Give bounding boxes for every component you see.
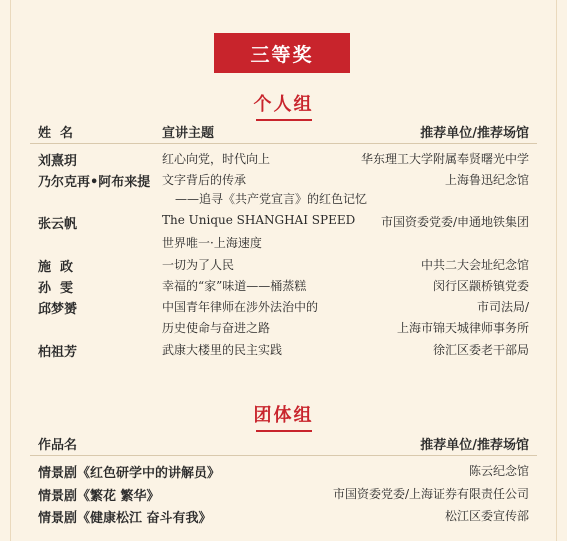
individual-group-title-text: 个人组 [253, 94, 314, 115]
table-row [0, 150, 567, 170]
row-topic: 红心向党，时代向上 [162, 152, 271, 166]
row-unit: 中共二大会址纪念馆 [420, 258, 529, 272]
row-topic: 幸福的“家”味道——桶蒸糕 [162, 279, 307, 293]
header-divider [30, 455, 537, 456]
row-unit: 上海鲁迅纪念馆 [444, 173, 529, 187]
title-underline [256, 430, 312, 432]
row-unit: 市国资委党委/申通地铁集团 [380, 215, 529, 229]
table-row [0, 298, 567, 318]
table-row [0, 213, 567, 233]
header-divider [30, 143, 537, 144]
row-topic: 文字背后的传承 [162, 173, 247, 187]
header-unit: 推荐单位/推荐场馆 [420, 438, 529, 453]
header-topic: 宣讲主题 [162, 126, 215, 141]
table-row [0, 485, 567, 505]
row-topic: The Unique SHANGHAI SPEED [162, 213, 356, 227]
row-name: 柏祖芳 [38, 345, 78, 360]
individual-group-title [0, 90, 567, 121]
row-work: 情景剧《健康松江 奋斗有我》 [38, 511, 212, 526]
table-row [0, 256, 567, 276]
row-name: 乃尔克再•阿布来提 [38, 175, 151, 190]
row-unit: 华东理工大学附属奉贤曙光中学 [360, 152, 529, 166]
row-work: 情景剧《繁花 繁华》 [38, 489, 160, 504]
header-work: 作品名 [38, 438, 78, 453]
row-unit: 市国资委党委/上海证券有限责任公司 [332, 487, 529, 501]
award-title-banner: 三等奖 [214, 33, 350, 73]
row-unit: 闵行区颛桥镇党委 [432, 279, 529, 293]
row-topic: ——追寻《共产党宣言》的红色记忆 [175, 192, 368, 206]
row-topic: 中国青年律师在涉外法治中的 [162, 300, 319, 314]
table-row [0, 462, 567, 482]
team-table-header [0, 434, 567, 454]
table-row [0, 234, 567, 254]
row-unit: 陈云纪念馆 [468, 464, 529, 478]
row-topic: 历史使命与奋进之路 [162, 321, 271, 335]
header-unit: 推荐单位/推荐场馆 [420, 126, 529, 141]
table-row [0, 507, 567, 527]
table-row [0, 190, 567, 210]
table-row [0, 171, 567, 191]
row-name: 张云帆 [38, 217, 78, 232]
header-name: 姓 名 [38, 126, 74, 141]
table-row [0, 341, 567, 361]
row-unit: 上海市锦天城律师事务所 [396, 321, 529, 335]
row-name: 施 政 [38, 260, 74, 275]
row-topic: 一切为了人民 [162, 258, 235, 272]
individual-table-header [0, 122, 567, 142]
row-unit: 松江区委宣传部 [444, 509, 529, 523]
row-topic: 世界唯一·上海速度 [162, 236, 262, 250]
row-unit: 市司法局/ [476, 300, 529, 314]
row-work: 情景剧《红色研学中的讲解员》 [38, 466, 221, 481]
row-name: 刘熹玥 [38, 154, 78, 169]
row-name: 邱梦赟 [38, 302, 78, 317]
table-row [0, 277, 567, 297]
row-topic: 武康大楼里的民主实践 [162, 343, 283, 357]
row-name: 孙 雯 [38, 281, 74, 296]
row-unit: 徐汇区委老干部局 [432, 343, 529, 357]
team-group-title [0, 401, 567, 432]
title-underline [256, 119, 312, 121]
table-row [0, 319, 567, 339]
team-group-title-text: 团体组 [253, 405, 314, 426]
